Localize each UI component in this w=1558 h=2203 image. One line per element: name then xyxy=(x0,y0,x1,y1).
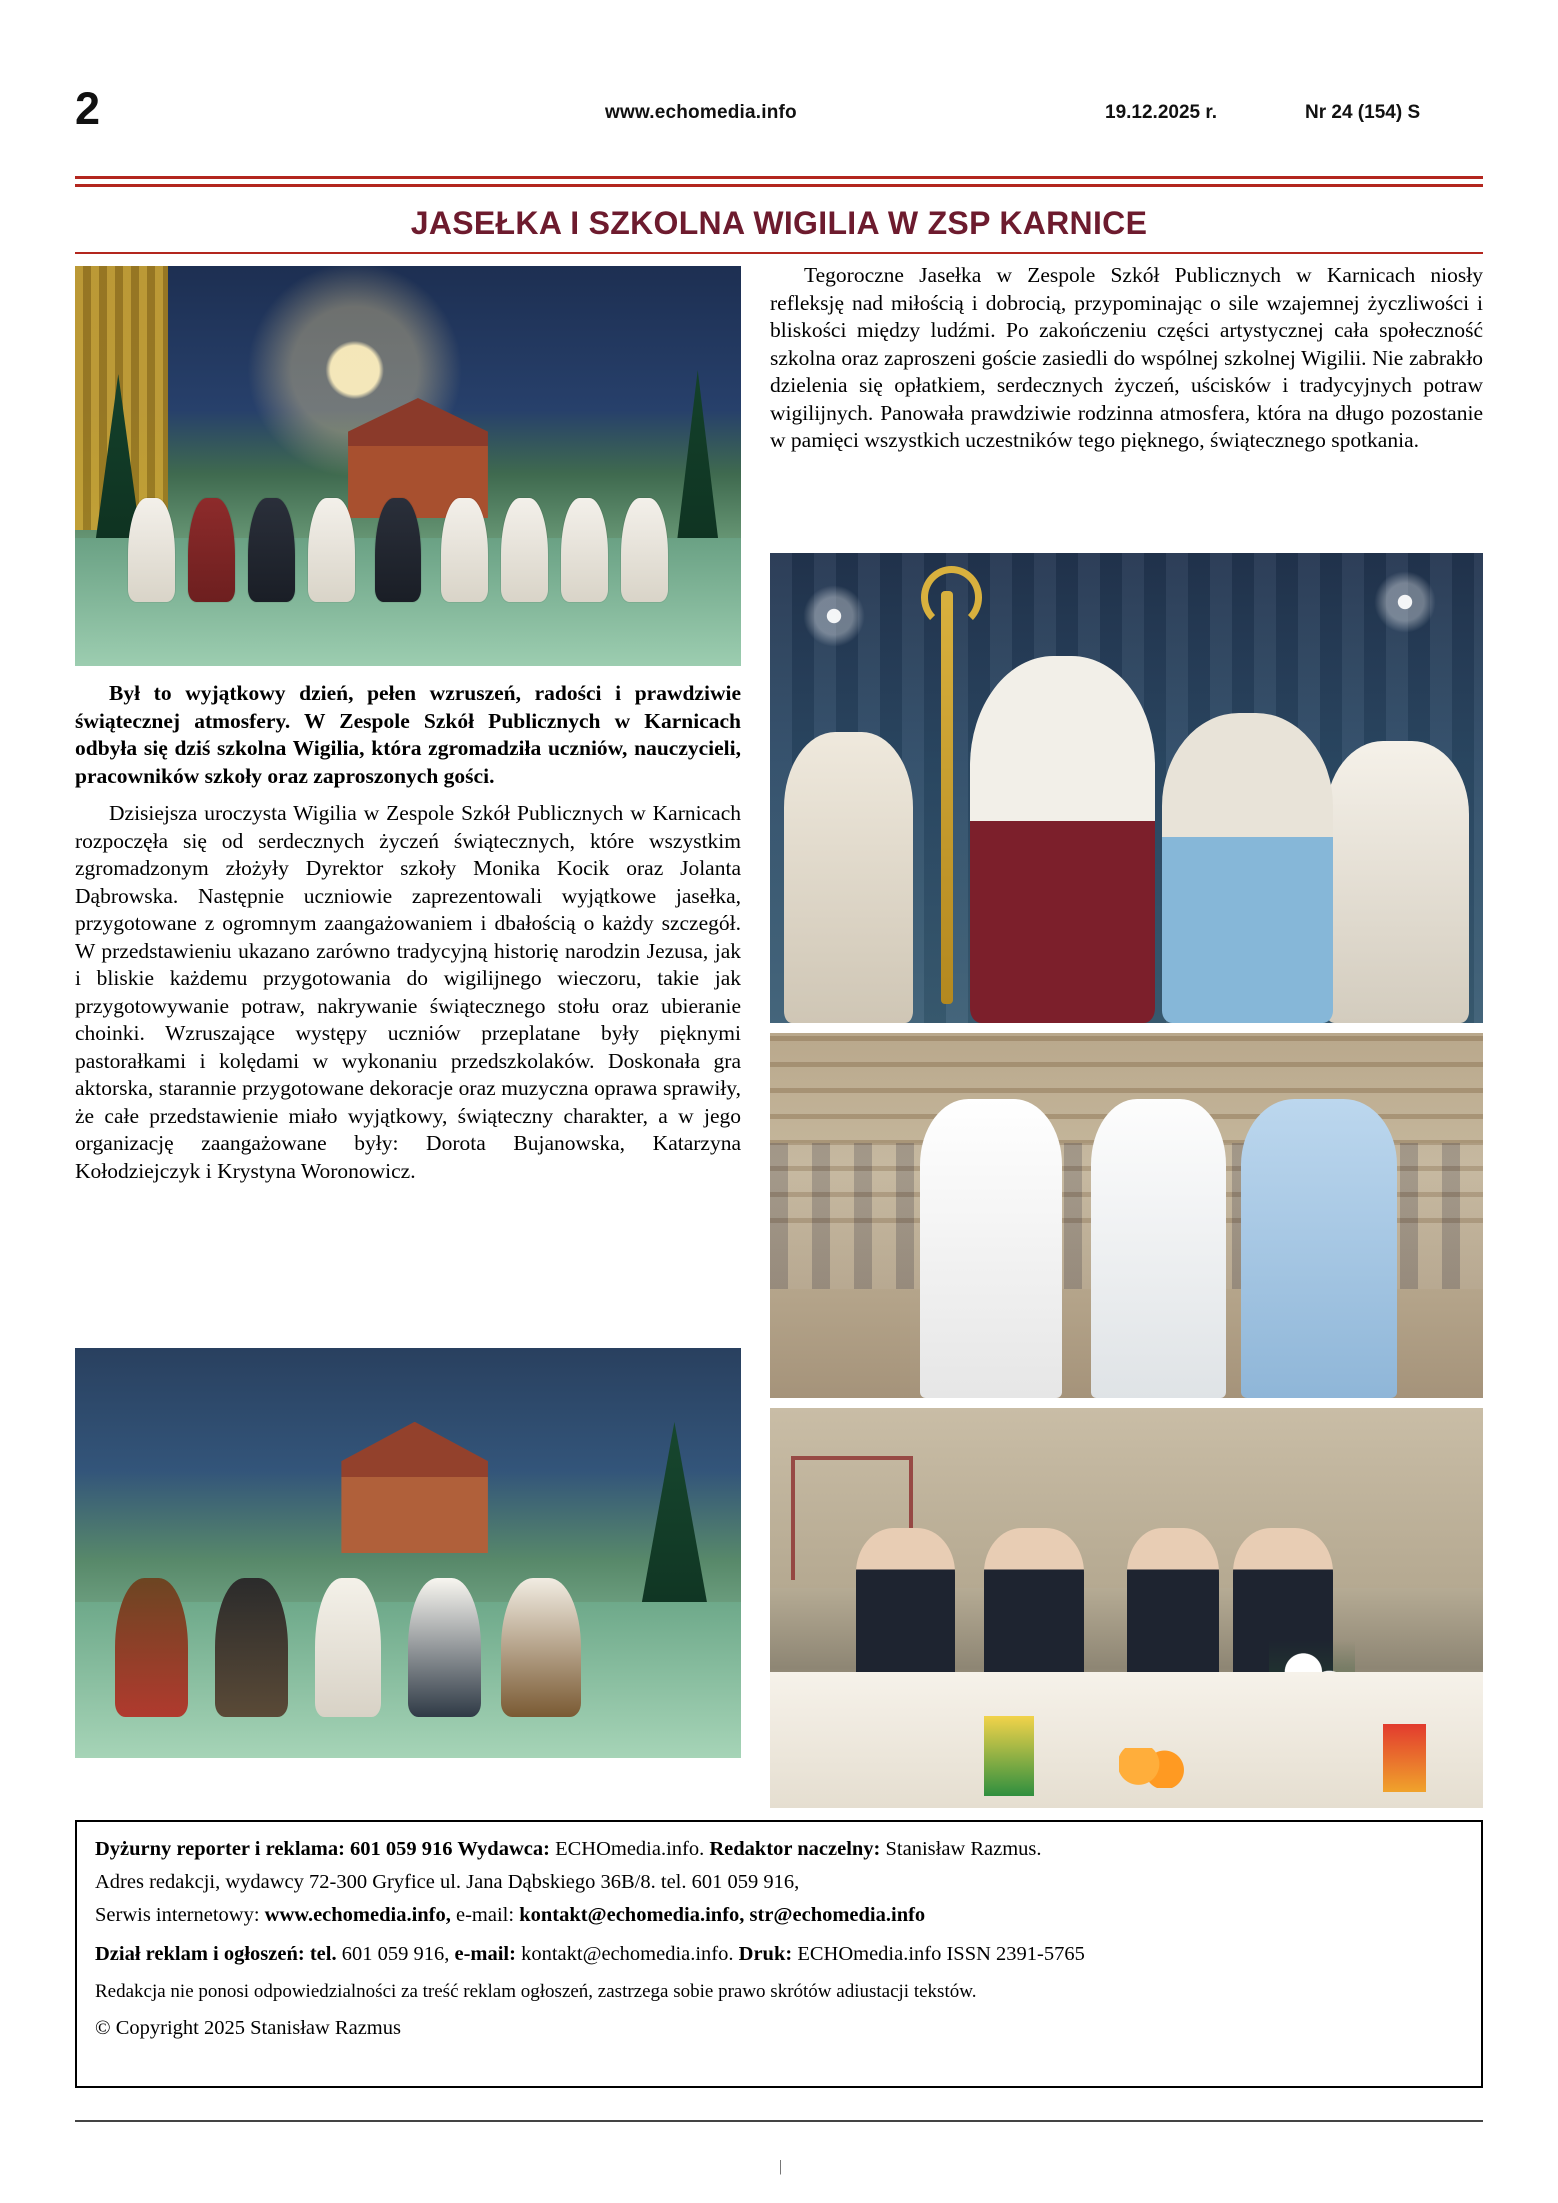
imprint-print-value: ECHOmedia.info ISSN 2391-5765 xyxy=(792,1943,1085,1965)
headline-rule xyxy=(75,252,1483,254)
imprint-ads-label: Dział reklam i ogłoszeń: tel. xyxy=(95,1943,337,1965)
masthead-issue-number: Nr 24 (154) S xyxy=(1305,102,1421,123)
imprint-disclaimer: Redakcja nie ponosi odpowiedzialności za treść reklam ogłoszeń, zastrzega sobie prawo skrótów adiustacji tekstów. xyxy=(95,1981,977,2002)
fruit-bowl xyxy=(1119,1748,1183,1788)
photo-children-folk-costumes xyxy=(75,1348,741,1758)
child-in-blue-robe xyxy=(1162,713,1333,1023)
guest-1 xyxy=(856,1528,956,1688)
snowflake-decoration xyxy=(1370,567,1440,637)
header-rule-upper xyxy=(75,176,1483,179)
guest-3 xyxy=(1127,1528,1220,1688)
left-column-text xyxy=(75,680,741,1185)
footer-rule xyxy=(75,2120,1483,2122)
imprint-ads-email-value[interactable]: kontakt@echomedia.info. xyxy=(515,1943,739,1965)
imprint-email-value[interactable]: kontakt@echomedia.info, str@echomedia.info xyxy=(519,1904,926,1926)
photo-costumed-children xyxy=(770,553,1483,1023)
shepherd-staff xyxy=(941,591,952,1005)
imprint-copyright: © Copyright 2025 Stanisław Razmus xyxy=(95,2017,401,2039)
photo-guests-at-table xyxy=(770,1408,1483,1808)
imprint-line-4 xyxy=(95,1941,1463,1968)
article-headline: JASEŁKA I SZKOLNA WIGILIA W ZSP KARNICE xyxy=(410,205,1148,241)
imprint-ads-phone: 601 059 916, xyxy=(336,1943,455,1965)
child-2 xyxy=(215,1578,288,1717)
footer-mark: | xyxy=(779,2158,783,2175)
snowflake-decoration xyxy=(799,581,869,651)
imprint-publisher-value: ECHOmedia.info. xyxy=(549,1838,710,1860)
masthead-date: 19.12.2025 r. xyxy=(1105,102,1217,123)
boy-left xyxy=(920,1099,1063,1398)
imprint-line-1 xyxy=(95,1836,1463,1863)
child-1 xyxy=(115,1578,188,1717)
juice-carton-secondary xyxy=(1383,1724,1426,1792)
child-4 xyxy=(408,1578,481,1717)
imprint-editor-value: Stanisław Razmus. xyxy=(880,1838,1042,1860)
boy-right xyxy=(1241,1099,1398,1398)
imprint-line-3 xyxy=(95,1902,1463,1929)
imprint-web-label: Serwis internetowy: xyxy=(95,1904,265,1926)
imprint-ads-email-label: e-mail: xyxy=(454,1943,516,1965)
photo-boys-in-gym xyxy=(770,1033,1483,1398)
header-rule-lower xyxy=(75,184,1483,187)
lead-paragraph: Był to wyjątkowy dzień, pełen wzruszeń, radości i prawdziwie świątecznej atmosfery. W Zespole Szkół Publicznych w Karnicach odbyła się dziś szkolna Wigilia, która zgromadziła uczniów, nauczycieli, pracowników szkoły oraz zaproszonych gości. xyxy=(75,681,741,788)
guest-2 xyxy=(984,1528,1084,1688)
imprint-reporter-label: Dyżurny reporter i reklama: 601 059 916 Wydawca: xyxy=(95,1838,550,1860)
imprint-web-value[interactable]: www.echomedia.info, xyxy=(264,1904,451,1926)
juice-carton xyxy=(984,1716,1034,1796)
page-number: 2 xyxy=(75,83,101,134)
child-in-white-robe xyxy=(970,656,1155,1023)
scenery-hut xyxy=(341,1422,488,1553)
child-5 xyxy=(501,1578,581,1717)
imprint-print-label: Druk: xyxy=(738,1943,793,1965)
imprint-editor-label: Redaktor naczelny: xyxy=(709,1838,881,1860)
intro-paragraph: Tegoroczne Jasełka w Zespole Szkół Publicznych w Karnicach niosły refleksję nad miłością i dobrocią, przypominając o sile wzajemnej życzliwości i bliskości między ludźmi. Po zakończeniu części artystycznej cała społeczność szkolna oraz zaproszeni goście zasiedli do wspólnej szkolnej Wigilii. Nie zabrakło dzielenia się opłatkiem, serdecznych życzeń, uścisków i tradycyjnych potraw wigilijnych. Panowała prawdziwie rodzinna atmosfera, która na długo pozostanie w pamięci wszystkich uczestników tego pięknego, świątecznego spotkania. xyxy=(770,263,1483,452)
child-3 xyxy=(315,1578,382,1717)
masthead xyxy=(75,85,1483,145)
child-angel-right xyxy=(1326,741,1469,1023)
photo-nativity-stage xyxy=(75,266,741,666)
imprint-box xyxy=(75,1820,1483,2088)
child-angel-left xyxy=(784,732,912,1023)
left-body-paragraph: Dzisiejsza uroczysta Wigilia w Zespole Szkół Publicznych w Karnicach rozpoczęła się od serdecznych życzeń świątecznych, które wszystkim zgromadzonym złożyły Dyrektor szkoły Monika Kocik oraz Jolanta Dąbrowska. Następnie uczniowie zaprezentowali wyjątkowe jasełka, przygotowane z ogromnym zaangażowaniem i dbałością o każdy szczegół. W przedstawieniu ukazano zarówno tradycyjną historię narodzin Jezusa, jak i bliskie każdemu przygotowania do wigilijnego wieczoru, takie jak przygotowywanie potraw, nakrywanie świątecznego stołu oraz ubieranie choinki. Wzruszające występy uczniów przeplatane były pięknymi pastorałkami i kolędami w wykonaniu przedszkolaków. Doskonała gra aktorska, starannie przygotowane dekoracje oraz muzyczna oprawa sprawiły, że całe przedstawienie miało wyjątkowy, świąteczny charakter, a w jego organizację zaangażowane były: Dorota Bujanowska, Katarzyna Kołodziejczyk i Krystyna Woronowicz. xyxy=(75,801,741,1183)
masthead-website: www.echomedia.info xyxy=(605,102,797,123)
imprint-line-2: Adres redakcji, wydawcy 72-300 Gryfice ul. Jana Dąbskiego 36B/8. tel. 601 059 916, xyxy=(95,1871,800,1893)
boy-center xyxy=(1091,1099,1226,1398)
imprint-email-label: e-mail: xyxy=(450,1904,520,1926)
right-column-text xyxy=(770,262,1483,455)
